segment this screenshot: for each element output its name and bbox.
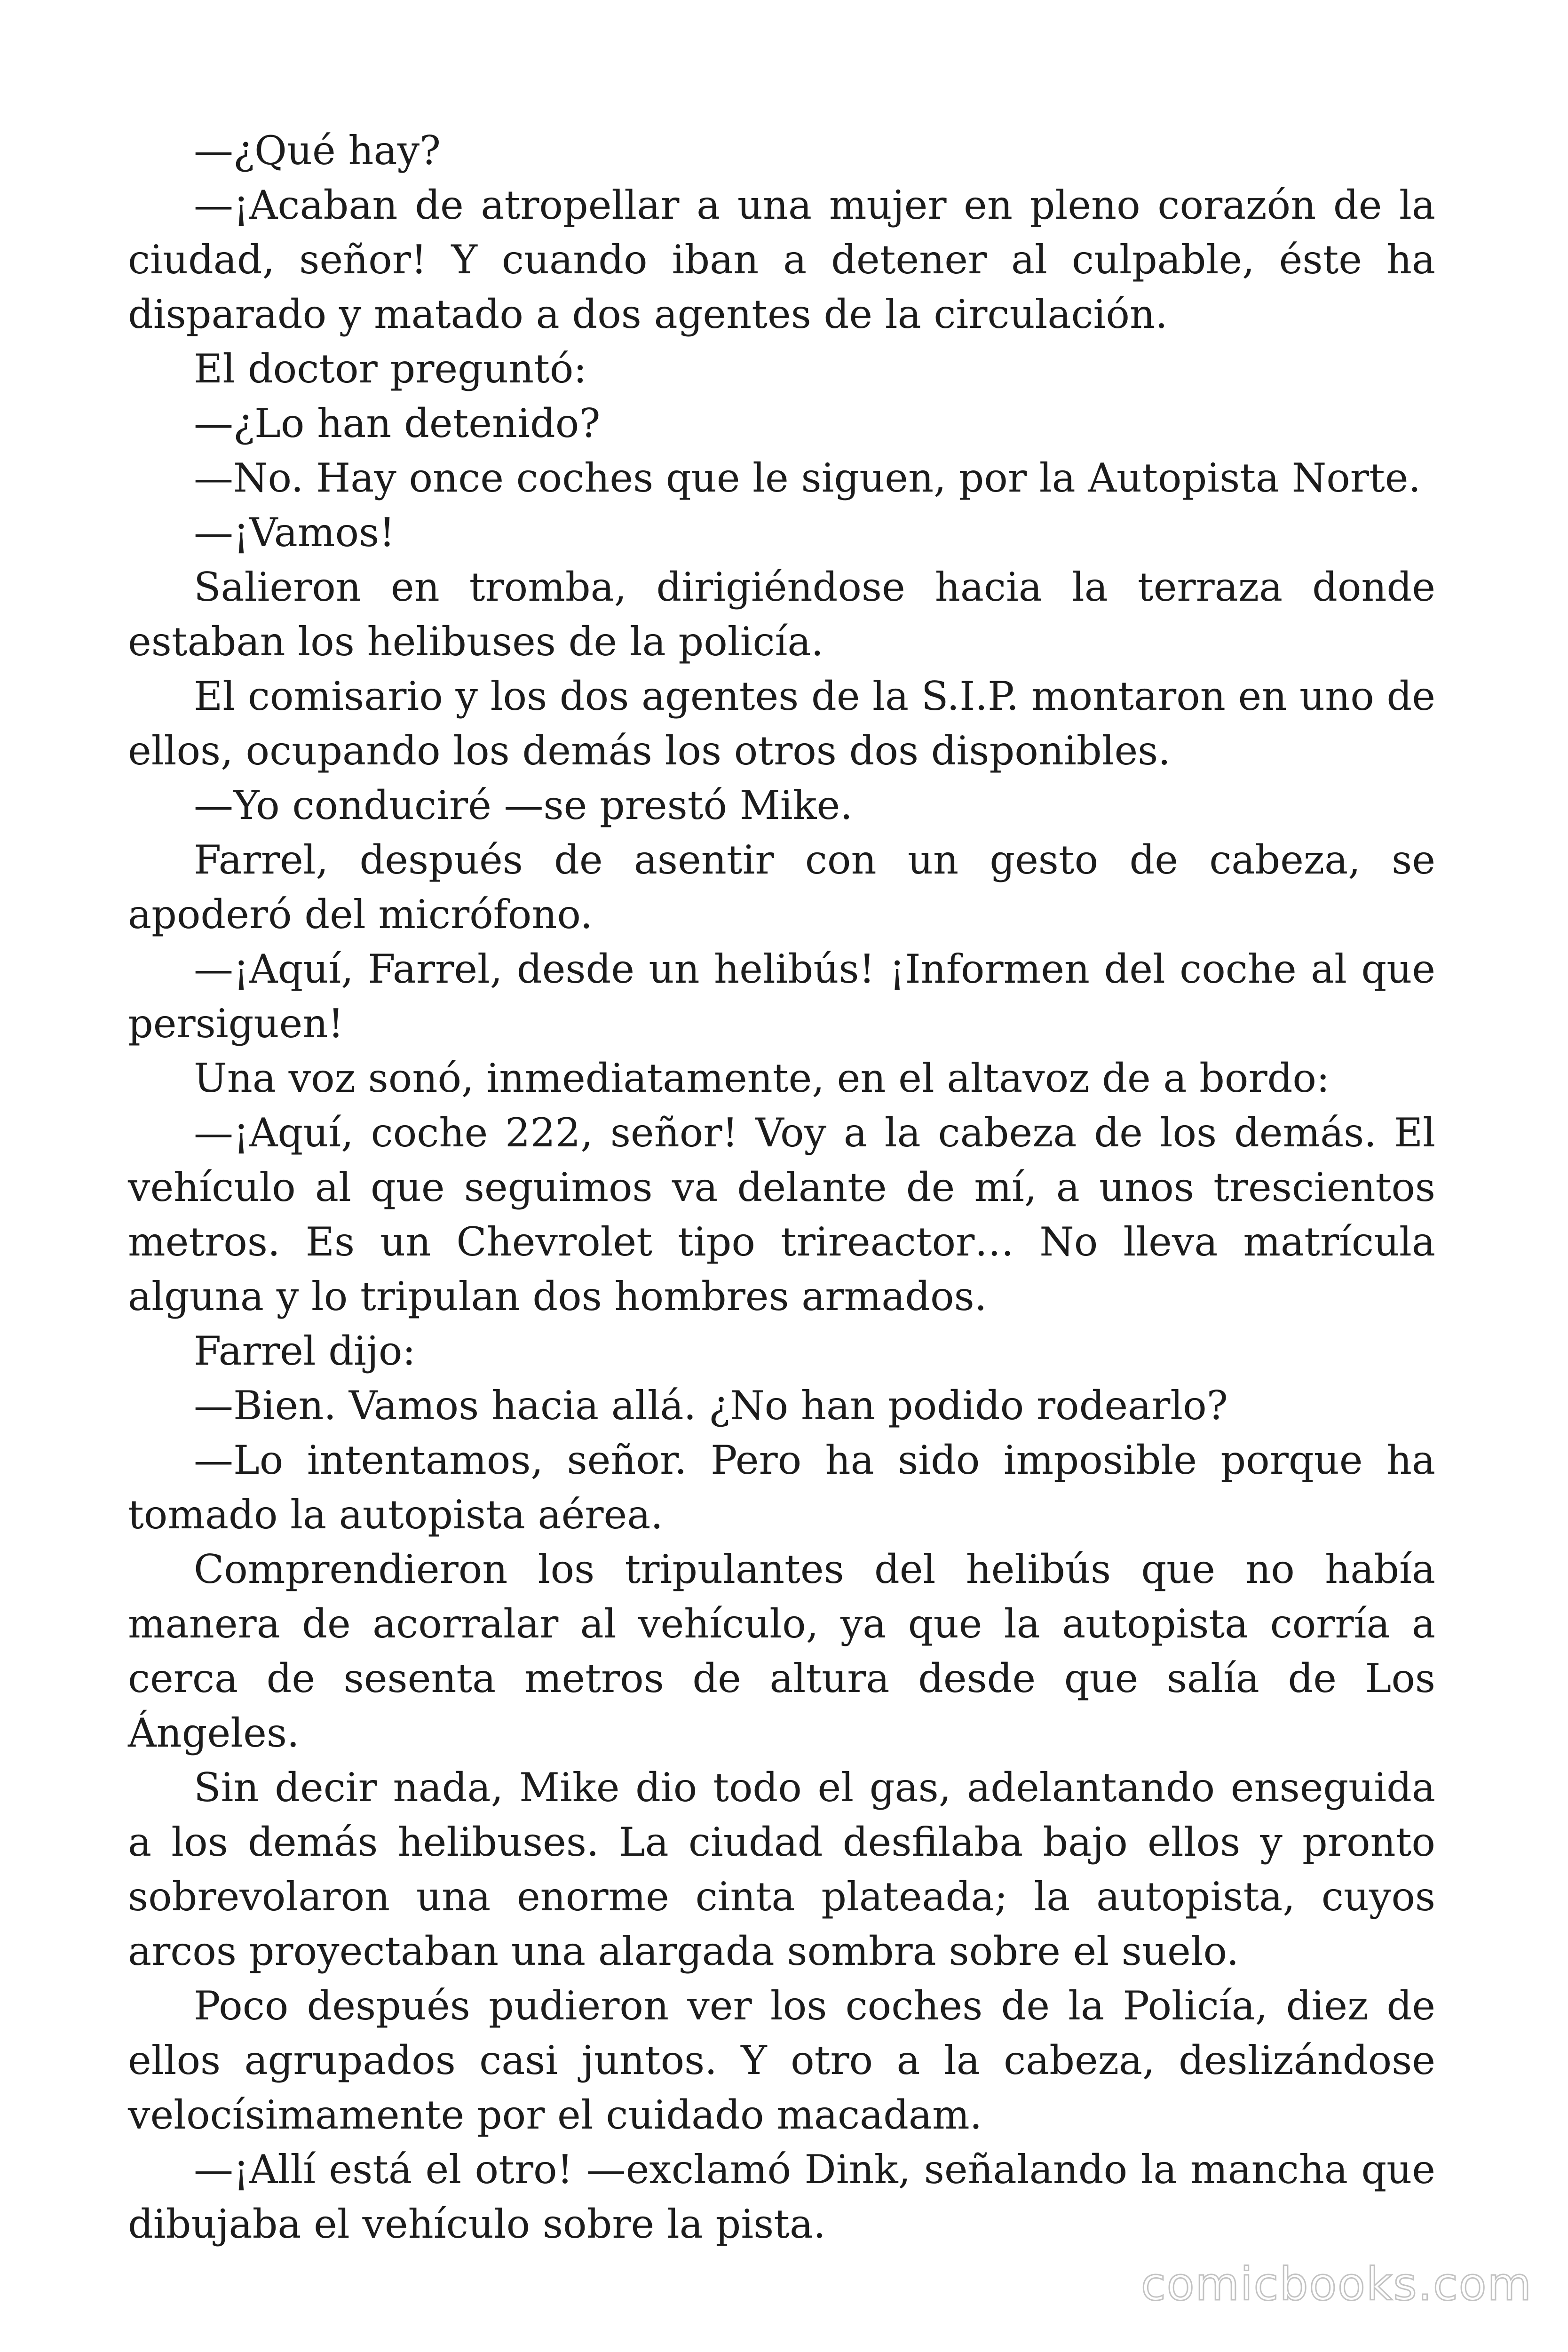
paragraph: —¡Acaban de atropellar a una mujer en pleno corazón de la ciudad, señor! Y cuando iban a detener al culpable, éste ha disparado y matado a dos agentes de la circulación. [128, 182, 1435, 337]
paragraph: —¡Vamos! [194, 509, 395, 556]
paragraph: —¡Allí está el otro! —exclamó Dink, señalando la mancha que dibujaba el vehículo sobre la pista. [128, 2146, 1435, 2247]
watermark: comicbooks.com [1140, 2258, 1532, 2311]
paragraph: El comisario y los dos agentes de la S.I.P. montaron en uno de ellos, ocupando los demás los otros dos disponibles. [128, 673, 1436, 774]
paragraph: —¿Qué hay? [194, 127, 441, 174]
paragraph: —No. Hay once coches que le siguen, por la Autopista Norte. [194, 455, 1421, 501]
paragraph: —Lo intentamos, señor. Pero ha sido imposible porque ha tomado la autopista aérea. [128, 1437, 1435, 1538]
paragraph: El doctor preguntó: [194, 346, 587, 392]
paragraph: Farrel, después de asentir con un gesto de cabeza, se apoderó del micrófono. [128, 837, 1435, 938]
paragraph: Una voz sonó, inmediatamente, en el altavoz de a bordo: [194, 1055, 1330, 1101]
paragraph: —¡Aquí, Farrel, desde un helibús! ¡Informen del coche al que persiguen! [128, 946, 1435, 1047]
paragraph: Poco después pudieron ver los coches de la Policía, diez de ellos agrupados casi juntos. Y otro a la cabeza, deslizándose velocísimamente por el cuidado macadam. [128, 1983, 1435, 2138]
page-text [128, 123, 1435, 2251]
paragraph: Farrel dijo: [194, 1328, 416, 1374]
paragraph: —Bien. Vamos hacia allá. ¿No han podido rodearlo? [194, 1383, 1228, 1429]
paragraph: —¡Aquí, coche 222, señor! Voy a la cabeza de los demás. El vehículo al que seguimos va delante de mí, a unos trescientos metros. Es un Chevrolet tipo trireactor… No lleva matrícula alguna y lo tripulan dos hombres armados. [128, 1110, 1435, 1319]
paragraph: Comprendieron los tripulantes del helibús que no había manera de acorralar al vehículo, ya que la autopista corría a cerca de sesenta metros de altura desde que salía de Los Ángeles. [128, 1546, 1435, 1756]
paragraph: —Yo conduciré —se prestó Mike. [194, 782, 853, 828]
paragraph: Sin decir nada, Mike dio todo el gas, adelantando enseguida a los demás helibuses. La ciudad desfilaba bajo ellos y pronto sobrevolaron una enorme cinta plateada; la autopista, cuyos arcos proyectaban una alargada sombra sobre el suelo. [128, 1764, 1435, 1974]
paragraph: —¿Lo han detenido? [194, 400, 601, 446]
paragraph: Salieron en tromba, dirigiéndose hacia la terraza donde estaban los helibuses de la policía. [128, 564, 1435, 665]
